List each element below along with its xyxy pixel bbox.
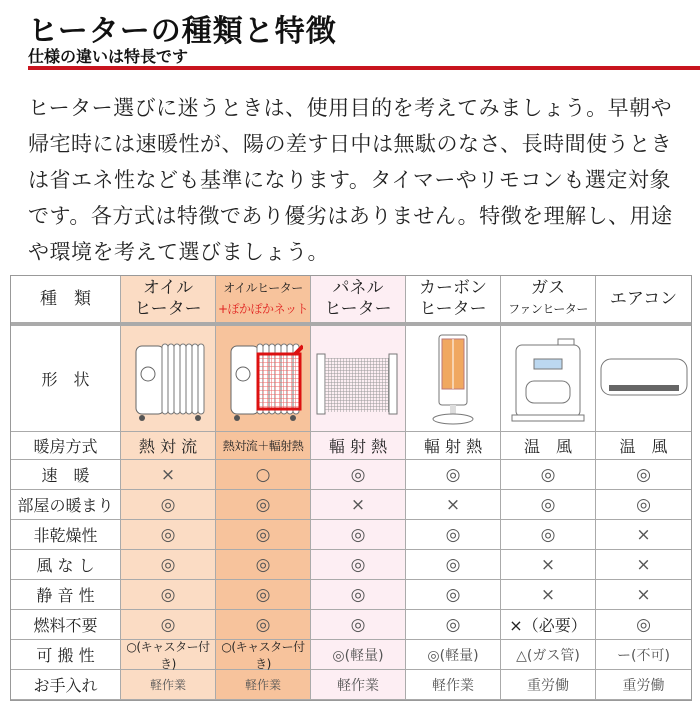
table-cell: ◎ <box>501 520 596 550</box>
table-cell: × <box>121 460 216 490</box>
table-cell: ◎ <box>501 490 596 520</box>
shape-row-label: 形 状 <box>11 326 121 432</box>
row-label: 暖房方式 <box>11 432 121 460</box>
table-cell: 軽作業 <box>406 670 501 700</box>
table-cell: ◎ <box>311 460 406 490</box>
air-conditioner-image <box>599 349 689 409</box>
carbon-heater-image <box>423 331 483 426</box>
table-cell: ○ <box>216 460 311 490</box>
page-subtitle: 仕様の違いは特長です <box>28 47 189 66</box>
table-cell: ◎(軽量) <box>311 640 406 670</box>
table-cell: ◎ <box>406 520 501 550</box>
table-cell: ◎ <box>596 460 691 490</box>
table-cell: 温 風 <box>596 432 691 460</box>
table-cell: ◎ <box>121 550 216 580</box>
table-cell: ○(キャスター付き) <box>216 640 311 670</box>
row-label: 風 な し <box>11 550 121 580</box>
column-title-line1: オイルヒーター <box>223 281 303 295</box>
table-cell: × <box>406 490 501 520</box>
table-cell: ◎ <box>406 580 501 610</box>
row-label: 可 搬 性 <box>11 640 121 670</box>
table-cell: 輻 射 熱 <box>311 432 406 460</box>
shape-cell-1 <box>216 326 311 432</box>
column-title-line2: ヒーター <box>134 299 202 319</box>
table-cell: × <box>311 490 406 520</box>
table-cell: × <box>596 550 691 580</box>
table-cell: ◎ <box>501 460 596 490</box>
table-cell: ◎ <box>596 610 691 640</box>
column-header-1 <box>216 276 311 326</box>
table-cell: 熱対流＋輻射熱 <box>216 432 311 460</box>
table-cell: × <box>501 550 596 580</box>
table-cell: ー(不可) <box>596 640 691 670</box>
shape-cell-3 <box>406 326 501 432</box>
gas-fan-heater-image <box>508 331 588 426</box>
shape-cell-2 <box>311 326 406 432</box>
table-cell: ◎ <box>121 580 216 610</box>
oil-heater-with-net-image <box>223 334 303 424</box>
column-header-4 <box>501 276 596 326</box>
row-label: 燃料不要 <box>11 610 121 640</box>
table-cell: ◎ <box>216 610 311 640</box>
table-cell: ◎ <box>121 490 216 520</box>
table-cell: × <box>596 580 691 610</box>
table-cell: ◎ <box>311 610 406 640</box>
column-title-line2: ファンヒーター <box>508 302 588 316</box>
column-title-line1: オイル <box>142 278 194 298</box>
table-cell: ◎ <box>216 550 311 580</box>
table-cell: ◎ <box>121 520 216 550</box>
column-title-line2: ヒーター <box>324 299 392 319</box>
table-cell: △(ガス管) <box>501 640 596 670</box>
table-cell: 重労働 <box>596 670 691 700</box>
table-cell: 軽作業 <box>216 670 311 700</box>
column-header-3 <box>406 276 501 326</box>
row-label: 速 暖 <box>11 460 121 490</box>
column-header-2 <box>311 276 406 326</box>
table-cell: 軽作業 <box>311 670 406 700</box>
table-cell: ◎ <box>596 490 691 520</box>
table-cell: 温 風 <box>501 432 596 460</box>
column-title-line2: ヒーター <box>419 299 487 319</box>
row-label: 非乾燥性 <box>11 520 121 550</box>
table-cell: ◎ <box>216 580 311 610</box>
table-cell: ◎ <box>216 520 311 550</box>
table-cell: × <box>501 580 596 610</box>
table-cell: 輻 射 熱 <box>406 432 501 460</box>
shape-cell-4 <box>501 326 596 432</box>
column-header-0 <box>121 276 216 326</box>
table-cell: ◎ <box>311 580 406 610</box>
intro-paragraph: ヒーター選びに迷うときは、使用目的を考えてみましょう。早朝や帰宅時には速暖性が、陽の差す日中は無駄のなさ、長時間使うときは省エネ性なども基準になります。タイマーやリモコンも選定対象です。各方式は特徴であり優劣はありません。特徴を理解し、用途や環境を考えて選びましょう。 <box>28 96 673 264</box>
title-divider <box>28 66 700 70</box>
table-cell: ×（必要） <box>501 610 596 640</box>
page-title: ヒーターの種類と特徴 <box>28 14 337 49</box>
table-cell: ◎ <box>216 490 311 520</box>
table-cell: 軽作業 <box>121 670 216 700</box>
table-cell: ◎(軽量) <box>406 640 501 670</box>
column-title-line1: エアコン <box>609 288 678 309</box>
column-title-line1: パネル <box>332 278 384 298</box>
table-cell: 熱 対 流 <box>121 432 216 460</box>
table-cell: ◎ <box>406 550 501 580</box>
table-cell: ◎ <box>311 550 406 580</box>
table-cell: ○(キャスター付き) <box>121 640 216 670</box>
column-header-5 <box>596 276 691 326</box>
table-cell: ◎ <box>311 520 406 550</box>
table-cell: ◎ <box>121 610 216 640</box>
column-title-line1: カーボン <box>419 278 487 298</box>
oil-heater-image <box>128 334 208 424</box>
row-label: 部屋の暖まり <box>11 490 121 520</box>
panel-heater-image <box>313 334 403 424</box>
type-header-label: 種 類 <box>11 276 121 326</box>
row-label: 静 音 性 <box>11 580 121 610</box>
table-cell: 重労働 <box>501 670 596 700</box>
table-cell: ◎ <box>406 610 501 640</box>
row-label: お手入れ <box>11 670 121 700</box>
column-title-line1: ガス <box>531 278 565 298</box>
shape-cell-0 <box>121 326 216 432</box>
column-title-line2: +ぽかぽかネット <box>217 302 309 316</box>
table-cell: ◎ <box>406 460 501 490</box>
table-cell: × <box>596 520 691 550</box>
shape-cell-5 <box>596 326 691 432</box>
heater-comparison-table <box>10 275 692 701</box>
